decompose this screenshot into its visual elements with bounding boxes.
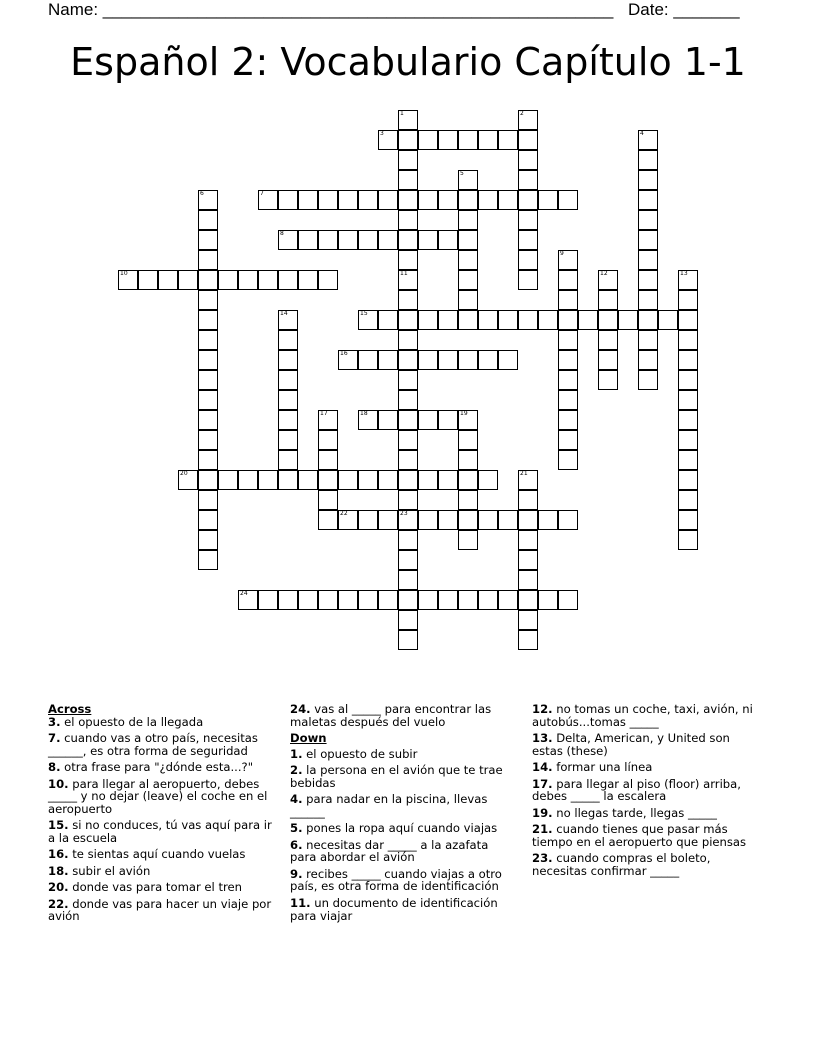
crossword-cell[interactable] [638,190,658,210]
crossword-cell[interactable] [478,310,498,330]
crossword-cell[interactable] [498,350,518,370]
crossword-cell[interactable] [318,270,338,290]
crossword-cell[interactable] [438,350,458,370]
across-clue: 18. subir el avión [48,863,151,878]
crossword-cell[interactable] [398,410,418,430]
crossword-cell[interactable] [518,170,538,190]
crossword-cell[interactable] [638,130,658,150]
crossword-cell[interactable] [518,510,538,530]
clue-number: 14 [280,310,288,317]
crossword-cell[interactable] [258,590,278,610]
crossword-cell[interactable] [518,630,538,650]
crossword-cell[interactable] [318,590,338,610]
crossword-cell[interactable] [498,310,518,330]
crossword-cell[interactable] [378,510,398,530]
crossword-cell[interactable] [318,450,338,470]
across-heading: Across [48,702,92,716]
crossword-cell[interactable] [318,410,338,430]
across-clue: 22. donde vas para hacer un viaje por avión [48,896,272,924]
clue-number: 23 [400,510,408,517]
crossword-cell[interactable] [458,510,478,530]
clue-number: 21 [520,470,528,477]
crossword-cell[interactable] [398,430,418,450]
crossword-cell[interactable] [458,490,478,510]
crossword-cell[interactable] [438,590,458,610]
crossword-cell[interactable] [418,130,438,150]
crossword-cell[interactable] [378,470,398,490]
crossword-cell[interactable] [558,270,578,290]
across-clue: 7. cuando vas a otro país, necesitas ______, es otra forma de seguridad [48,731,258,758]
crossword-cell[interactable] [358,590,378,610]
crossword-cell[interactable] [458,590,478,610]
crossword-cell[interactable] [418,510,438,530]
crossword-cell[interactable] [458,170,478,190]
down-clue: 6. necesitas dar _____ a la azafata para abordar el avión [290,837,489,865]
crossword-cell[interactable] [338,590,358,610]
crossword-cell[interactable] [298,270,318,290]
across-clue: 8. otra frase para "¿dónde esta...?" [48,760,254,775]
crossword-cell[interactable] [518,550,538,570]
clue-number: 16 [340,350,348,357]
crossword-cell[interactable] [298,230,318,250]
crossword-cell[interactable] [598,370,618,390]
crossword-cell[interactable] [198,230,218,250]
crossword-cell[interactable] [498,130,518,150]
clue-number: 24 [240,590,248,597]
crossword-cell[interactable] [638,350,658,370]
crossword-cell[interactable] [458,210,478,230]
crossword-cell[interactable] [358,350,378,370]
crossword-cell[interactable] [658,310,678,330]
crossword-cell[interactable] [398,610,418,630]
crossword-cell[interactable] [498,590,518,610]
crossword-cell[interactable] [558,390,578,410]
crossword-cell[interactable] [518,250,538,270]
crossword-cell[interactable] [158,270,178,290]
crossword-cell[interactable] [618,310,638,330]
crossword-cell[interactable] [298,590,318,610]
crossword-cell[interactable] [198,370,218,390]
crossword-cell[interactable] [518,530,538,550]
crossword-cell[interactable] [558,350,578,370]
crossword-cell[interactable] [598,290,618,310]
crossword-cell[interactable] [198,510,218,530]
crossword-cell[interactable] [518,130,538,150]
crossword-cell[interactable] [138,270,158,290]
crossword-cell[interactable] [438,470,458,490]
crossword-cell[interactable] [398,370,418,390]
crossword-cell[interactable] [298,190,318,210]
clue-number: 8 [280,230,284,237]
crossword-cell[interactable] [418,410,438,430]
crossword-cell[interactable] [418,310,438,330]
crossword-cell[interactable] [278,370,298,390]
crossword-cell[interactable] [118,270,138,290]
crossword-cell[interactable] [198,270,218,290]
clue-number: 10 [120,270,128,277]
crossword-cell[interactable] [398,570,418,590]
crossword-cell[interactable] [398,490,418,510]
crossword-cell[interactable] [218,470,238,490]
crossword-cell[interactable] [418,350,438,370]
down-clue: 23. cuando compras el boleto, necesitas confirmar _____ [532,851,711,878]
crossword-cell[interactable] [678,430,698,450]
crossword-cell[interactable] [518,270,538,290]
crossword-cell[interactable] [638,290,658,310]
across-clue: 16. te sientas aquí cuando vuelas [48,847,246,862]
crossword-cell[interactable] [538,510,558,530]
clue-number: 5 [460,170,464,177]
down-clue: 4. para nadar en la piscina, llevas ______ [290,792,488,819]
across-clue: 3. el opuesto de la llegada [48,714,204,729]
crossword-cell[interactable] [518,190,538,210]
crossword-cell[interactable] [678,410,698,430]
crossword-cell[interactable] [398,230,418,250]
crossword-cell[interactable] [598,350,618,370]
crossword-cell[interactable] [438,510,458,530]
crossword-cell[interactable] [558,290,578,310]
crossword-cell[interactable] [638,250,658,270]
crossword-cell[interactable] [258,190,278,210]
clues-column-3 [532,703,764,881]
crossword-cell[interactable] [198,290,218,310]
clue-number: 3 [380,130,384,137]
crossword-cell[interactable] [318,430,338,450]
crossword-cell[interactable] [538,590,558,610]
crossword-cell[interactable] [538,190,558,210]
down-clue: 14. formar una línea [532,760,653,775]
crossword-cell[interactable] [398,330,418,350]
crossword-cell[interactable] [638,370,658,390]
crossword-cell[interactable] [418,230,438,250]
crossword-cell[interactable] [378,130,398,150]
date-field-label: Date: _______ [628,0,740,19]
crossword-cell[interactable] [258,470,278,490]
crossword-cell[interactable] [278,450,298,470]
crossword-cell[interactable] [378,350,398,370]
crossword-cell[interactable] [458,310,478,330]
crossword-cell[interactable] [198,330,218,350]
crossword-cell[interactable] [398,170,418,190]
crossword-cell[interactable] [198,310,218,330]
crossword-cell[interactable] [518,610,538,630]
crossword-cell[interactable] [558,330,578,350]
crossword-cell[interactable] [478,470,498,490]
crossword-cell[interactable] [518,150,538,170]
clue-number: 2 [520,110,524,117]
crossword-cell[interactable] [318,230,338,250]
crossword-cell[interactable] [198,390,218,410]
crossword-cell[interactable] [178,470,198,490]
crossword-cell[interactable] [598,310,618,330]
crossword-cell[interactable] [278,430,298,450]
crossword-cell[interactable] [238,470,258,490]
name-field-label: Name: ______________________________________________________ [48,0,614,19]
clue-number: 12 [600,270,608,277]
crossword-cell[interactable] [358,310,378,330]
crossword-cell[interactable] [578,310,598,330]
crossword-cell[interactable] [398,630,418,650]
crossword-cell[interactable] [558,450,578,470]
crossword-cell[interactable] [198,250,218,270]
crossword-cell[interactable] [198,490,218,510]
crossword-cell[interactable] [278,410,298,430]
crossword-cell[interactable] [678,490,698,510]
crossword-cell[interactable] [278,310,298,330]
crossword-cell[interactable] [238,270,258,290]
crossword-cell[interactable] [458,290,478,310]
crossword-cell[interactable] [458,250,478,270]
crossword-cell[interactable] [398,190,418,210]
crossword-cell[interactable] [518,570,538,590]
crossword-cell[interactable] [638,270,658,290]
crossword-cell[interactable] [398,110,418,130]
across-clue: 24. vas al _____ para encontrar las maletas después del vuelo [290,702,492,729]
crossword-cell[interactable] [398,590,418,610]
crossword-cell[interactable] [558,370,578,390]
crossword-cell[interactable] [398,250,418,270]
crossword-cell[interactable] [478,190,498,210]
crossword-cell[interactable] [638,170,658,190]
crossword-cell[interactable] [458,190,478,210]
clue-number: 15 [360,310,368,317]
crossword-cell[interactable] [678,310,698,330]
crossword-cell[interactable] [678,470,698,490]
crossword-cell[interactable] [678,530,698,550]
crossword-cell[interactable] [338,230,358,250]
crossword-cell[interactable] [198,470,218,490]
crossword-cell[interactable] [338,510,358,530]
crossword-cell[interactable] [498,190,518,210]
down-clue: 13. Delta, American, y United son estas (these) [532,731,730,758]
crossword-cell[interactable] [518,110,538,130]
crossword-cell[interactable] [378,230,398,250]
clue-number: 4 [640,130,644,137]
crossword-cell[interactable] [478,590,498,610]
crossword-cell[interactable] [458,130,478,150]
clue-number: 11 [400,270,408,277]
crossword-cell[interactable] [178,270,198,290]
crossword-cell[interactable] [558,410,578,430]
crossword-cell[interactable] [638,230,658,250]
crossword-cell[interactable] [438,410,458,430]
down-clue: 9. recibes _____ cuando viajas a otro país, es otra forma de identificación [290,866,502,894]
crossword-cell[interactable] [198,410,218,430]
crossword-cell[interactable] [638,310,658,330]
crossword-cell[interactable] [198,190,218,210]
crossword-cell[interactable] [398,150,418,170]
crossword-cell[interactable] [678,270,698,290]
crossword-cell[interactable] [558,250,578,270]
crossword-cell[interactable] [458,450,478,470]
crossword-cell[interactable] [318,470,338,490]
crossword-cell[interactable] [398,310,418,330]
down-clue: 11. un documento de identificación para viajar [290,895,498,923]
crossword-cell[interactable] [418,590,438,610]
crossword-cell[interactable] [258,270,278,290]
clue-number: 17 [320,410,328,417]
crossword-cell[interactable] [538,310,558,330]
crossword-cell[interactable] [278,470,298,490]
crossword-cell[interactable] [518,490,538,510]
crossword-cell[interactable] [518,590,538,610]
crossword-cell[interactable] [398,450,418,470]
clue-number: 1 [400,110,404,117]
crossword-cell[interactable] [638,210,658,230]
clues-column-1 [48,703,276,927]
clue-number: 9 [560,250,564,257]
crossword-cell[interactable] [458,270,478,290]
crossword-cell[interactable] [398,530,418,550]
crossword-cell[interactable] [458,430,478,450]
down-clue: 19. no llegas tarde, llegas _____ [532,805,717,820]
crossword-cell[interactable] [458,410,478,430]
crossword-cell[interactable] [398,210,418,230]
crossword-cell[interactable] [638,330,658,350]
crossword-cell[interactable] [278,230,298,250]
crossword-cell[interactable] [438,130,458,150]
crossword-cell[interactable] [278,390,298,410]
down-clue: 1. el opuesto de subir [290,746,418,761]
crossword-cell[interactable] [198,530,218,550]
crossword-cell[interactable] [458,230,478,250]
clue-number: 7 [260,190,264,197]
crossword-cell[interactable] [478,350,498,370]
crossword-cell[interactable] [198,450,218,470]
down-clue: 5. pones la ropa aquí cuando viajas [290,821,498,836]
page-title: Español 2: Vocabulario Capítulo 1-1 [70,40,746,84]
crossword-cell[interactable] [598,270,618,290]
crossword-cell[interactable] [278,270,298,290]
crossword-cell[interactable] [398,290,418,310]
crossword-cell[interactable] [638,150,658,170]
crossword-cell[interactable] [338,190,358,210]
crossword-cell[interactable] [478,130,498,150]
down-clue: 2. la persona en el avión que te trae bebidas [290,763,503,790]
crossword-cell[interactable] [298,470,318,490]
crossword-cell[interactable] [458,470,478,490]
crossword-cell[interactable] [278,330,298,350]
crossword-cell[interactable] [598,330,618,350]
crossword-cell[interactable] [458,350,478,370]
crossword-cell[interactable] [198,550,218,570]
clue-number: 20 [180,470,188,477]
clue-number: 22 [340,510,348,517]
clue-number: 13 [680,270,688,277]
crossword-cell[interactable] [678,450,698,470]
crossword-cell[interactable] [518,210,538,230]
crossword-cell[interactable] [518,310,538,330]
down-clue: 12. no tomas un coche, taxi, avión, ni autobús...tomas _____ [532,702,753,729]
clue-number: 6 [200,190,204,197]
crossword-cell[interactable] [238,590,258,610]
crossword-cell[interactable] [558,590,578,610]
crossword-cell[interactable] [378,310,398,330]
crossword-cell[interactable] [558,310,578,330]
crossword-cell[interactable] [518,470,538,490]
crossword-cell[interactable] [358,190,378,210]
crossword-cell[interactable] [438,190,458,210]
crossword-cell[interactable] [378,410,398,430]
crossword-cell[interactable] [338,350,358,370]
crossword-cell[interactable] [518,230,538,250]
crossword-cell[interactable] [498,510,518,530]
crossword-cell[interactable] [398,390,418,410]
crossword-cell[interactable] [418,190,438,210]
crossword-cell[interactable] [358,230,378,250]
clue-number: 19 [460,410,468,417]
crossword-cell[interactable] [558,510,578,530]
crossword-cell[interactable] [338,470,358,490]
crossword-cell[interactable] [398,510,418,530]
crossword-cell[interactable] [278,190,298,210]
crossword-cell[interactable] [218,270,238,290]
crossword-cell[interactable] [418,470,438,490]
across-clue: 20. donde vas para tomar el tren [48,880,242,895]
clue-number: 18 [360,410,368,417]
crossword-cell[interactable] [378,190,398,210]
crossword-cell[interactable] [438,230,458,250]
crossword-cell[interactable] [198,350,218,370]
crossword-cell[interactable] [358,510,378,530]
across-clue: 15. si no conduces, tú vas aquí para ir a la escuela [48,818,272,845]
down-heading: Down [290,731,327,746]
crossword-cell[interactable] [358,410,378,430]
crossword-cell[interactable] [198,210,218,230]
crossword-cell[interactable] [438,310,458,330]
crossword-cell[interactable] [358,470,378,490]
crossword-cell[interactable] [678,390,698,410]
crossword-cell[interactable] [558,430,578,450]
crossword-cell[interactable] [198,430,218,450]
down-clue: 17. para llegar al piso (floor) arriba, debes _____ la escalera [532,776,741,804]
down-clue: 21. cuando tienes que pasar más tiempo en el aeropuerto que piensas [532,822,747,849]
crossword-cell[interactable] [678,330,698,350]
crossword-cell[interactable] [318,510,338,530]
crossword-cell[interactable] [678,290,698,310]
crossword-cell[interactable] [678,350,698,370]
crossword-cell[interactable] [478,510,498,530]
across-clue: 10. para llegar al aeropuerto, debes _____ y no dejar (leave) el coche en el aeropuerto [48,776,268,816]
crossword-cell[interactable] [398,470,418,490]
crossword-cell[interactable] [678,510,698,530]
crossword-cell[interactable] [398,550,418,570]
crossword-cell[interactable] [398,270,418,290]
crossword-cell[interactable] [278,350,298,370]
crossword-cell[interactable] [278,590,298,610]
crossword-cell[interactable] [678,370,698,390]
crossword-cell[interactable] [318,490,338,510]
crossword-cell[interactable] [378,590,398,610]
crossword-cell[interactable] [398,130,418,150]
crossword-cell[interactable] [398,350,418,370]
crossword-cell[interactable] [318,190,338,210]
crossword-cell[interactable] [558,190,578,210]
crossword-cell[interactable] [458,530,478,550]
clues-column-2 [290,703,516,926]
